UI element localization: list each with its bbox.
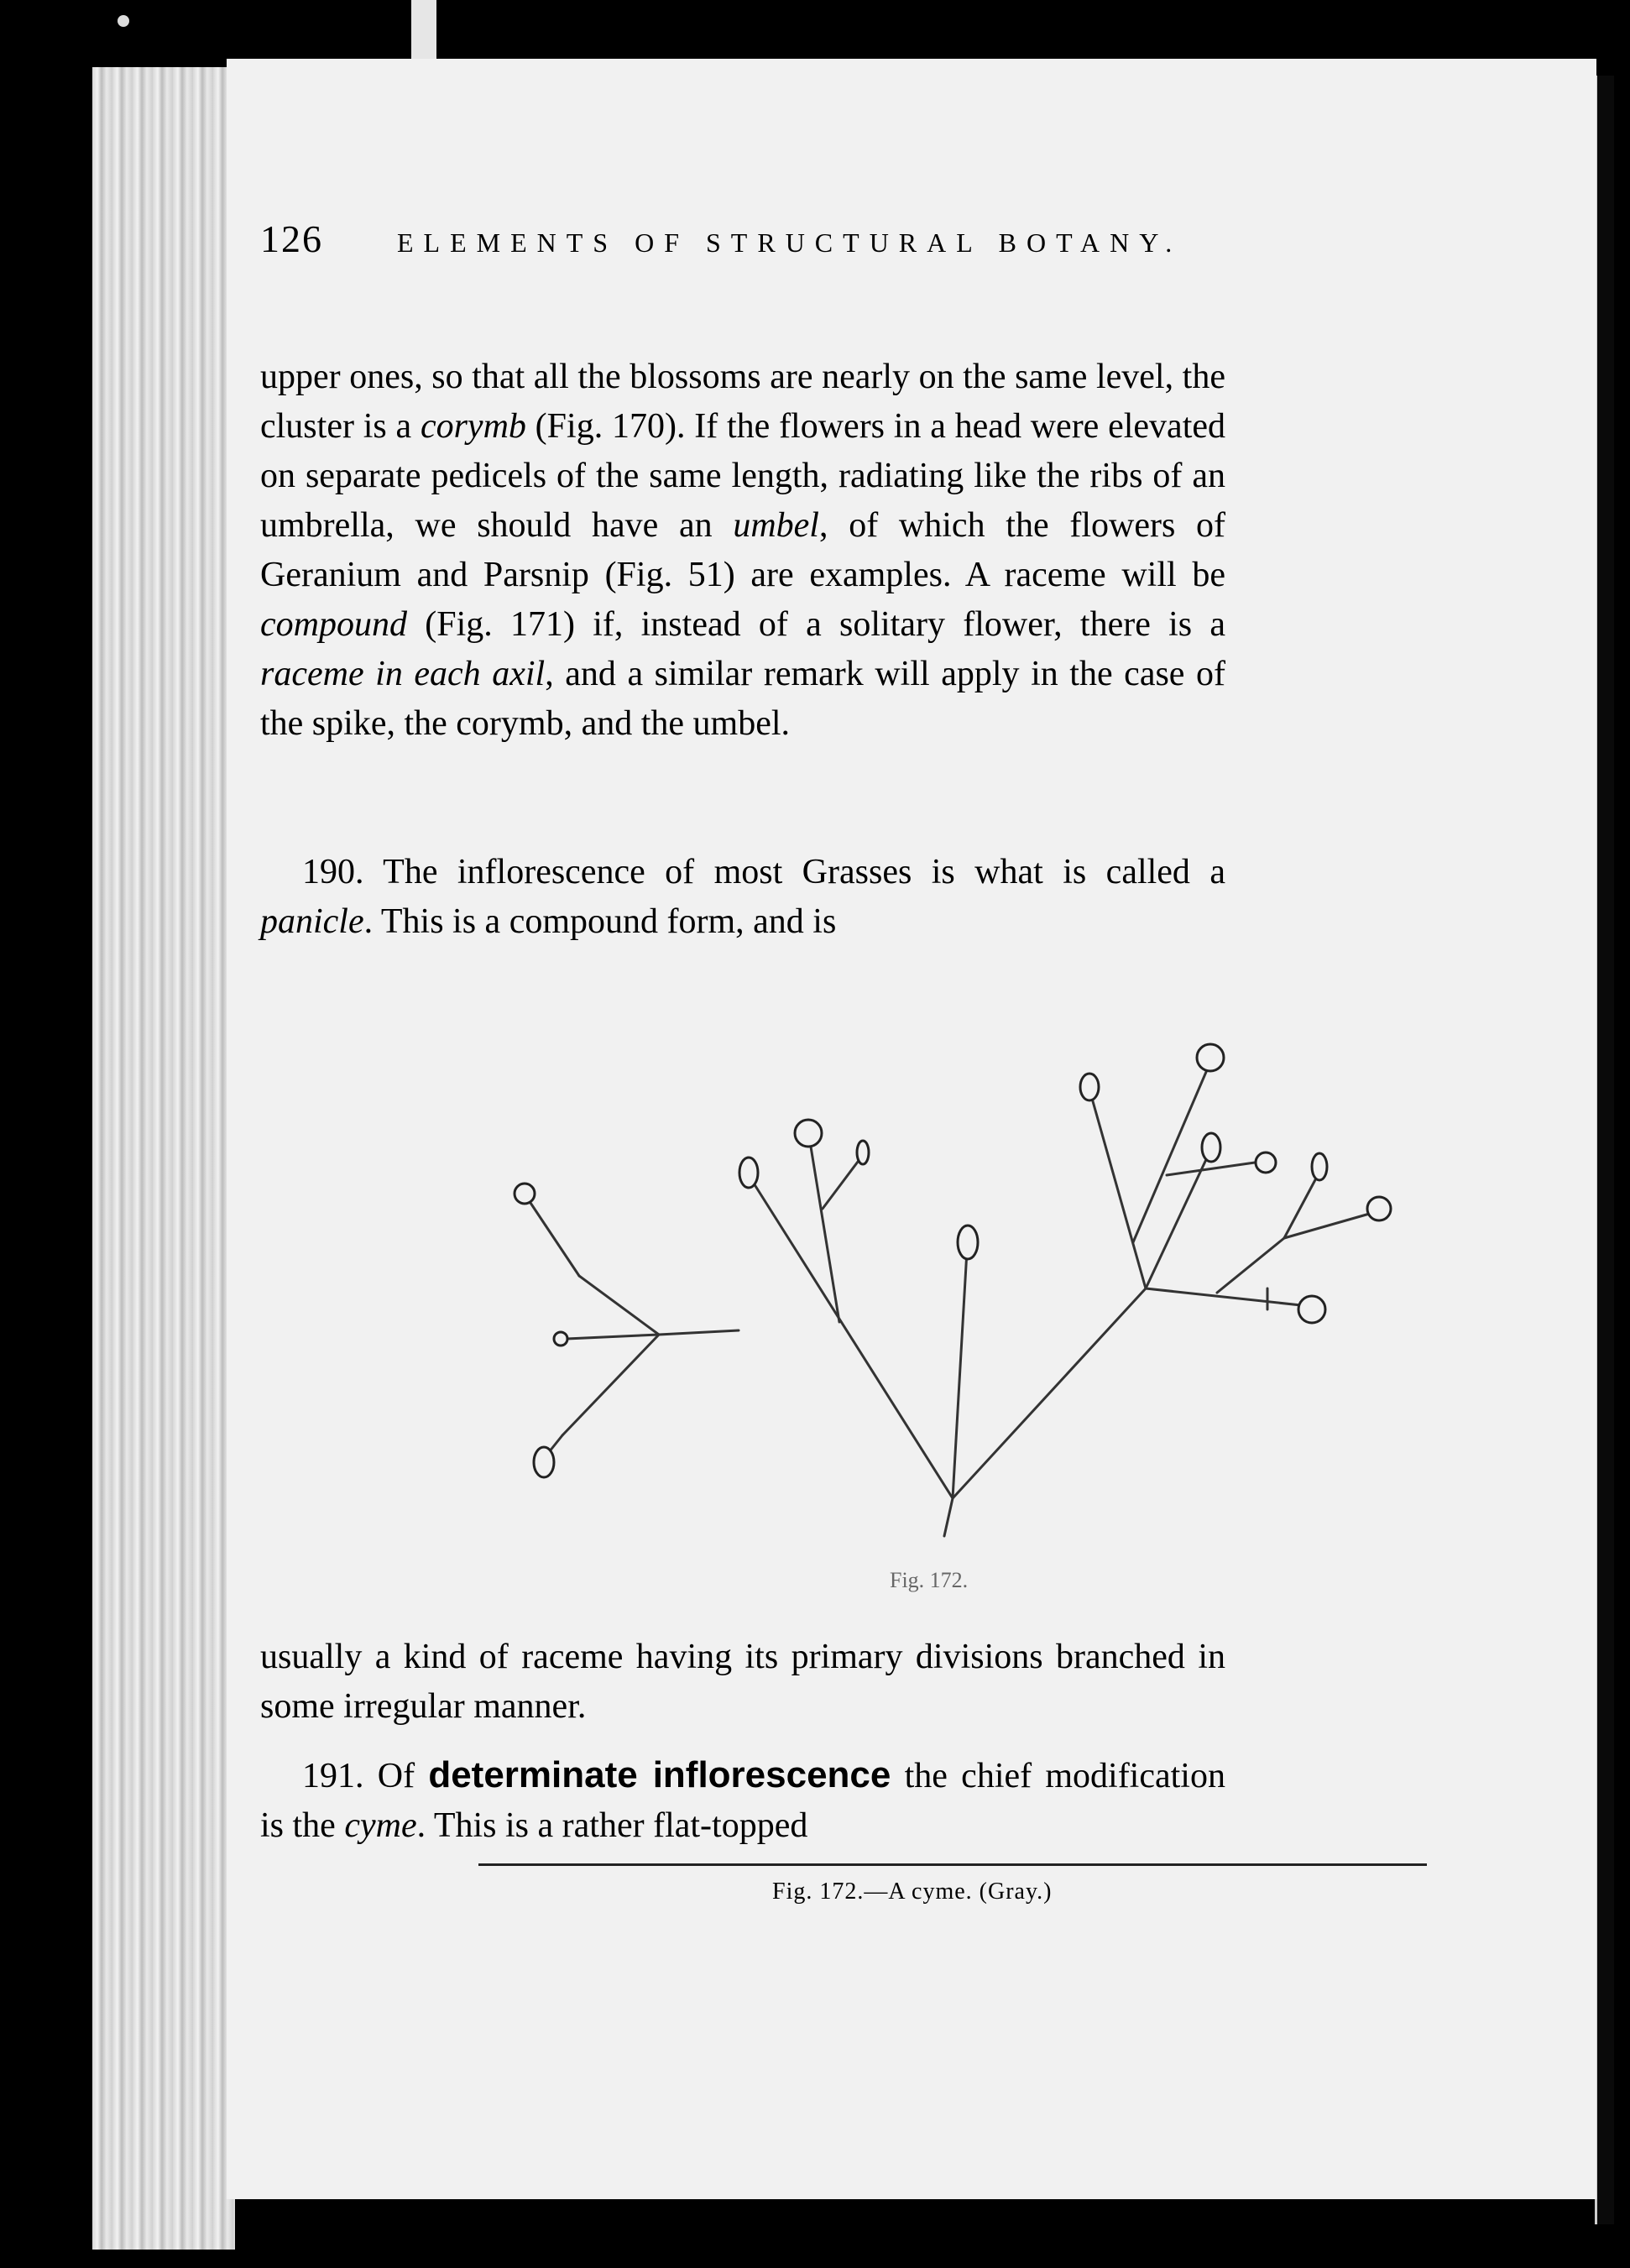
paragraph-1 — [260, 353, 1225, 749]
paragraph-190 — [260, 848, 1225, 947]
text-run: , and a similar remark will apply in the case of the spike, the corymb, and the umbel. — [260, 655, 1225, 743]
running-head: ELEMENTS OF STRUCTURAL BOTANY. — [397, 227, 1183, 258]
scan-mark — [118, 15, 129, 27]
term: compound — [260, 605, 407, 644]
scan-gutter — [92, 67, 235, 2250]
figure-label: Fig. 172. — [890, 1568, 969, 1592]
paragraph-191 — [260, 1750, 1225, 1851]
cyme-illustration — [470, 999, 1477, 1553]
bold-term: determinate inflorescence — [428, 1754, 891, 1795]
term: panicle — [260, 902, 364, 941]
text-run: 191. Of — [302, 1757, 429, 1795]
term: umbel — [733, 506, 819, 545]
text-run: . This is a rather flat-topped — [416, 1806, 808, 1845]
term: cyme — [344, 1806, 417, 1845]
text-run: 190. The inflorescence of most Grasses is what is called a — [302, 853, 1225, 891]
paragraph-continued: usually a kind of raceme having its primary divisions branched in some irregular manner. — [260, 1638, 1225, 1726]
term: raceme in each axil — [260, 655, 546, 693]
page-number: 126 — [260, 217, 323, 260]
text-run: . This is a compound form, and is — [363, 902, 837, 941]
term: corymb — [420, 407, 526, 446]
text-run: the chief modification is the — [260, 1757, 1225, 1845]
text-run: (Fig. 171) if, instead of a solitary flower, there is a — [406, 605, 1225, 644]
text-run: , of which the flowers of Geranium and Parsnip (Fig. 51) are examples. A raceme will be — [260, 506, 1226, 594]
footnote-rule — [478, 1863, 1427, 1866]
page-edge — [1595, 76, 1614, 2224]
figure-caption: Fig. 172.—A cyme. (Gray.) — [772, 1879, 1053, 1905]
text-run: upper ones, so that all the blossoms are nearly on the same level, the cluster is a — [260, 358, 1225, 446]
scan-mark — [411, 0, 436, 59]
text-run: (Fig. 170). If the flowers in a head were elevated on separate pedicels of the same length, radiating like the ribs of an umbrella, we should have an — [260, 407, 1225, 545]
cyme-drawing — [470, 999, 1477, 1553]
page-header — [260, 217, 1293, 261]
